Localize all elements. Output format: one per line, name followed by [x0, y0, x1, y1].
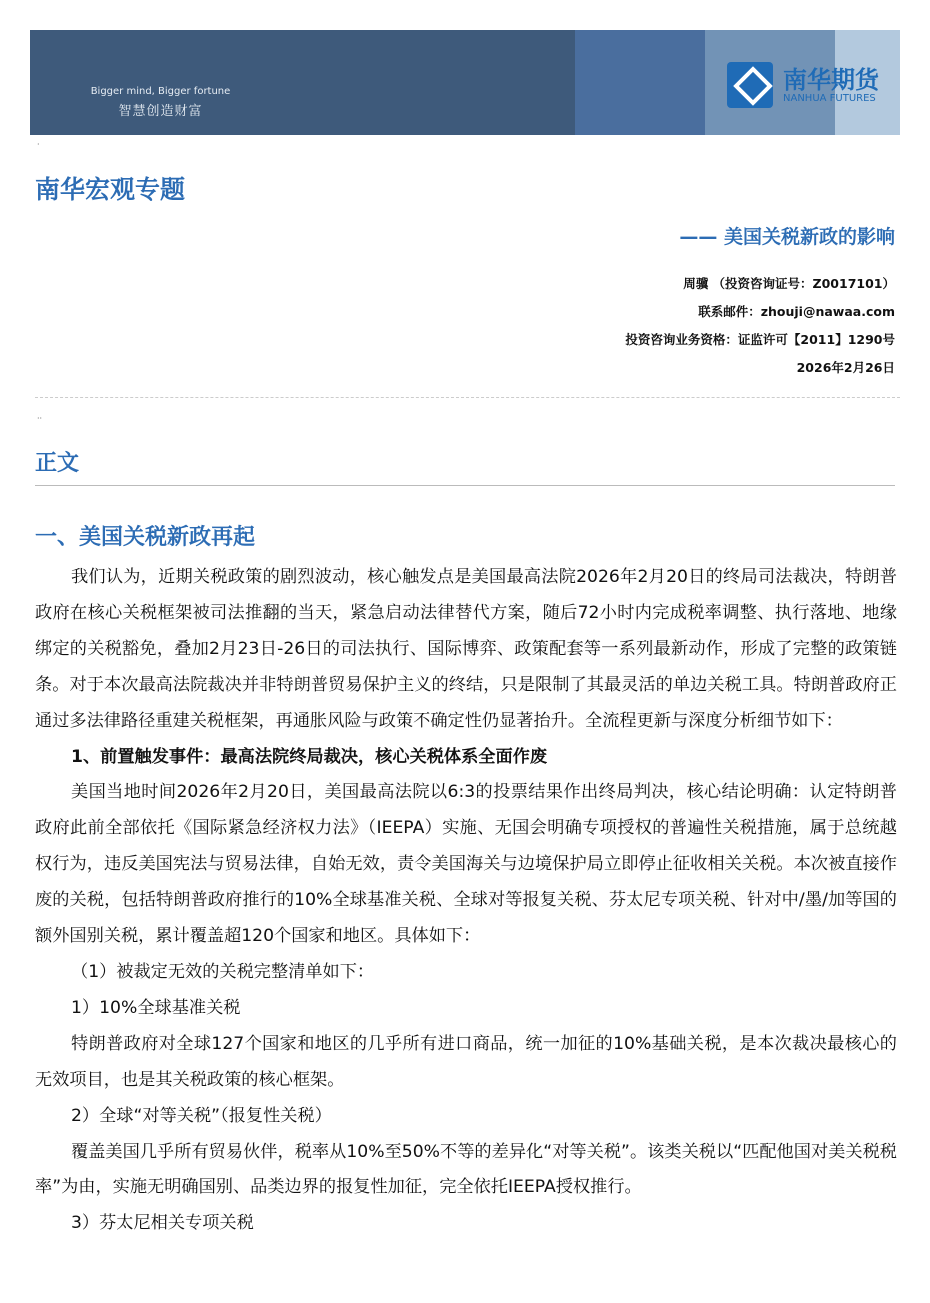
- list-item: 1）10%全球基准关税: [71, 997, 241, 1018]
- paragraph: 美国当地时间2026年2月20日，美国最高法院以6:3的投票结果作出终局判决，核心结论明确：认定特朗普政府此前全部依托《国际紧急经济权力法》（IEEPA）实施、无国会明确专项授权的普遍性关税措施，属于总统越权行为，违反美国宪法与贸易法律，自始无效，责令美国海关与边境保护局立即停止征收相关关税。本次被直接作废的关税，包括特朗普政府推行的10%全球基准关税、全球对等报复关税、芬太尼专项关税、针对中/墨/加等国的额外国别关税，累计覆盖超120个国家和地区。具体如下：: [35, 782, 897, 947]
- list-item: 3）芬太尼相关专项关税: [71, 1213, 254, 1234]
- paragraph: 我们认为，近期关税政策的剧烈波动，核心触发点是美国最高法院2026年2月20日的终局司法裁决，特朗普政府在核心关税框架被司法推翻的当天，紧急启动法律替代方案，随后72小时内完成税率调整、执行落地、地缘绑定的关税豁免，叠加2月23日-26日的司法执行、国际博弈、政策配套等一系列最新动作，形成了完整的政策链条。对于本次最高法院裁决并非特朗普贸易保护主义的终结，只是限制了其最灵活的单边关税工具。特朗普政府正通过多法律路径重建关税框架，再通胀风险与政策不确定性仍显著抬升。全流程更新与深度分析细节如下：: [35, 567, 897, 731]
- list-item: 2）全球“对等关税”（报复性关税）: [71, 1105, 332, 1126]
- author: 周骥 （投资咨询证号：Z0017101）: [683, 276, 895, 291]
- body-text: [35, 560, 897, 1242]
- list-heading: （1）被裁定无效的关税完整清单如下：: [71, 961, 375, 982]
- logo-icon: [727, 62, 773, 108]
- divider: [35, 397, 900, 398]
- logo-en: NANHUA FUTURES: [783, 92, 876, 104]
- header-banner: [30, 30, 900, 135]
- section-heading: 一、美国关税新政再起: [35, 525, 256, 550]
- slogan: [88, 86, 233, 119]
- author-info: [625, 270, 895, 382]
- body-heading: 正文: [35, 451, 80, 476]
- report-series-title: 南华宏观专题: [35, 175, 186, 204]
- report-subtitle: —— 美国关税新政的影响: [679, 226, 895, 248]
- paragraph: 覆盖美国几乎所有贸易伙伴，税率从10%至50%不等的差异化“对等关税”。该类关税以“匹配他国对美关税税率”为由，实施无明确国别、品类边界的报复性加征，完全依托IEEPA授权推行。: [35, 1141, 897, 1198]
- license: 投资咨询业务资格：证监许可【2011】1290号: [625, 332, 895, 347]
- subheading: 1、前置触发事件：最高法院终局裁决，核心关税体系全面作废: [71, 746, 548, 767]
- divider: [35, 485, 895, 486]
- date: 2026年2月26日: [796, 360, 895, 375]
- logo-cn: 南华期货: [783, 65, 879, 94]
- marker: ·: [37, 140, 40, 149]
- email: 联系邮件：zhouji@nawaa.com: [698, 304, 895, 319]
- company-logo: [727, 62, 879, 108]
- marker: ··: [37, 414, 43, 423]
- paragraph: 特朗普政府对全球127个国家和地区的几乎所有进口商品，统一加征的10%基础关税，是本次裁决最核心的无效项目，也是其关税政策的核心框架。: [35, 1033, 897, 1090]
- slogan-cn: 智慧创造财富: [118, 104, 203, 119]
- slogan-en: Bigger mind, Bigger fortune: [90, 86, 231, 97]
